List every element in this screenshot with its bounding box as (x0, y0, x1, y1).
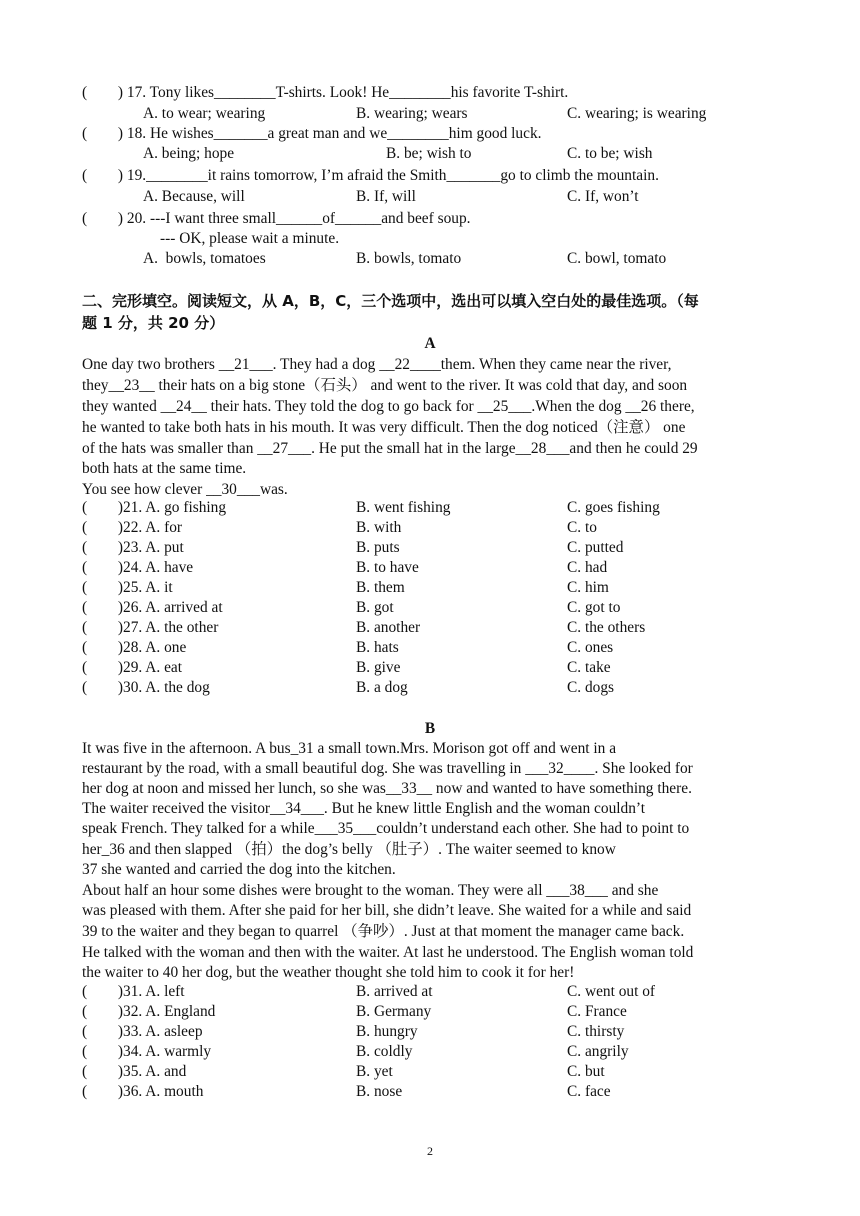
section-heading-line2: 题 1 分，共 20 分） (82, 314, 225, 332)
passage-a-option-c: C. had (567, 559, 608, 576)
question-18-option-c: C. to be; wish (567, 145, 653, 162)
passage-b-line: About half an hour some dishes were brought to the woman. They were all ___38___ and she (82, 882, 659, 899)
passage-b-option-c: C. but (567, 1063, 605, 1080)
passage-a-question: ( )25. A. it (82, 579, 173, 596)
passage-b-option-c: C. face (567, 1083, 611, 1100)
passage-b-option-b: B. Germany (356, 1003, 432, 1020)
section-heading-line1: 二、完形填空。阅读短文，从 A，B，C，三个选项中，选出可以填入空白处的最佳选项。（每 (82, 292, 699, 310)
passage-a-line: they__23__ their hats on a big stone（石头） and went to the river. It was cold that day, and soon (82, 377, 688, 394)
question-19-option-c: C. If, won’t (567, 188, 639, 205)
question-17-option-a: A. to wear; wearing (143, 105, 266, 122)
question-20-option-b: B. bowls, tomato (356, 250, 462, 267)
passage-a-line: of the hats was smaller than __27___. He put the small hat in the large__28___and then he could 29 (82, 440, 698, 457)
passage-b-option-b: B. coldly (356, 1043, 413, 1060)
passage-b-line: 37 she wanted and carried the dog into the kitchen. (82, 861, 396, 878)
passage-b-question: ( )34. A. warmly (82, 1043, 212, 1060)
passage-a-option-c: C. putted (567, 539, 624, 556)
passage-a-option-b: B. got (356, 599, 394, 616)
question-20-option-c: C. bowl, tomato (567, 250, 667, 267)
passage-a-option-c: C. dogs (567, 679, 615, 696)
passage-a-option-b: B. to have (356, 559, 419, 576)
passage-b-question: ( )36. A. mouth (82, 1083, 204, 1100)
passage-b-line: was pleased with them. After she paid for her bill, she didn’t leave. She waited for a while and said (82, 902, 692, 919)
passage-b-question: ( )31. A. left (82, 983, 185, 1000)
question-20-stem-reply: --- OK, please wait a minute. (160, 230, 340, 247)
passage-a-option-b: B. with (356, 519, 402, 536)
passage-b-line: He talked with the woman and then with the waiter. At last he understood. The English woman told (82, 944, 694, 961)
question-19-option-b: B. If, will (356, 188, 416, 205)
passage-b-question: ( )35. A. and (82, 1063, 187, 1080)
question-20-option-a: A. bowls, tomatoes (143, 250, 266, 267)
passage-a-question: ( )29. A. eat (82, 659, 183, 676)
question-19-stem: ( ) 19.________it rains tomorrow, I’m afraid the Smith_______go to climb the mountain. (82, 167, 659, 184)
passage-a-title: A (424, 335, 436, 352)
passage-b-line: speak French. They talked for a while___35___couldn’t understand each other. She had to point to (82, 820, 690, 837)
question-20-stem: ( ) 20. ---I want three small______of______and beef soup. (82, 210, 471, 227)
passage-b-title: B (424, 720, 436, 737)
question-18-option-b: B. be; wish to (386, 145, 472, 162)
passage-b-line: The waiter received the visitor__34___. But he knew little English and the woman couldn’t (82, 800, 646, 817)
question-17-stem: ( ) 17. Tony likes________T-shirts. Look! He________his favorite T-shirt. (82, 84, 569, 101)
page-number: 2 (427, 1144, 433, 1158)
passage-b-option-b: B. hungry (356, 1023, 418, 1040)
passage-a-option-b: B. another (356, 619, 421, 636)
passage-a-option-c: C. goes fishing (567, 499, 660, 516)
passage-b-line: the waiter to 40 her dog, but the weather thought she told him to cook it for her! (82, 964, 575, 981)
passage-a-question: ( )21. A. go fishing (82, 499, 227, 516)
passage-a-option-b: B. give (356, 659, 401, 676)
passage-a-option-c: C. him (567, 579, 609, 596)
passage-b-option-c: C. thirsty (567, 1023, 625, 1040)
passage-a-question: ( )28. A. one (82, 639, 187, 656)
passage-a-option-b: B. went fishing (356, 499, 451, 516)
passage-a-option-c: C. take (567, 659, 611, 676)
question-17-option-c: C. wearing; is wearing (567, 105, 707, 122)
passage-a-option-c: C. the others (567, 619, 646, 636)
question-17-option-b: B. wearing; wears (356, 105, 468, 122)
passage-a-question: ( )26. A. arrived at (82, 599, 223, 616)
passage-a-option-c: C. got to (567, 599, 621, 616)
passage-b-option-b: B. nose (356, 1083, 403, 1100)
passage-a-question: ( )22. A. for (82, 519, 183, 536)
passage-b-line: It was five in the afternoon. A bus_31 a small town.Mrs. Morison got off and went in a (82, 740, 617, 757)
passage-a-question: ( )24. A. have (82, 559, 194, 576)
passage-a-line: he wanted to take both hats in his mouth. It was very difficult. Then the dog noticed（注意） one (82, 419, 686, 436)
passage-b-line: her dog at noon and missed her lunch, so she was__33__ now and wanted to have something there. (82, 780, 692, 797)
passage-a-option-b: B. a dog (356, 679, 408, 696)
passage-b-option-c: C. France (567, 1003, 627, 1020)
passage-b-question: ( )33. A. asleep (82, 1023, 203, 1040)
passage-b-option-c: C. angrily (567, 1043, 629, 1060)
passage-b-option-b: B. arrived at (356, 983, 433, 1000)
passage-b-question: ( )32. A. England (82, 1003, 216, 1020)
passage-b-line: restaurant by the road, with a small beautiful dog. She was travelling in ___32____. She looked for (82, 760, 693, 777)
passage-a-question: ( )23. A. put (82, 539, 184, 556)
question-18-option-a: A. being; hope (143, 145, 235, 162)
passage-a-question: ( )30. A. the dog (82, 679, 210, 696)
passage-a-line: One day two brothers __21___. They had a dog __22____them. When they came near the river, (82, 356, 672, 373)
passage-b-line: 39 to the waiter and they began to quarrel （争吵）. Just at that moment the manager came back. (82, 923, 685, 940)
passage-b-option-b: B. yet (356, 1063, 393, 1080)
passage-a-line: You see how clever __30___was. (82, 481, 288, 498)
question-18-stem: ( ) 18. He wishes_______a great man and we________him good luck. (82, 125, 542, 142)
passage-a-option-b: B. puts (356, 539, 400, 556)
passage-a-line: they wanted __24__ their hats. They told the dog to go back for __25___.When the dog __26 there, (82, 398, 695, 415)
question-19-option-a: A. Because, will (143, 188, 245, 205)
passage-a-question: ( )27. A. the other (82, 619, 219, 636)
passage-a-option-c: C. ones (567, 639, 614, 656)
passage-a-option-b: B. them (356, 579, 405, 596)
passage-a-option-c: C. to (567, 519, 597, 536)
passage-a-option-b: B. hats (356, 639, 399, 656)
passage-b-option-c: C. went out of (567, 983, 656, 1000)
passage-a-line: both hats at the same time. (82, 460, 247, 477)
passage-b-line: her_36 and then slapped （拍）the dog’s belly （肚子）. The waiter seemed to know (82, 841, 616, 858)
